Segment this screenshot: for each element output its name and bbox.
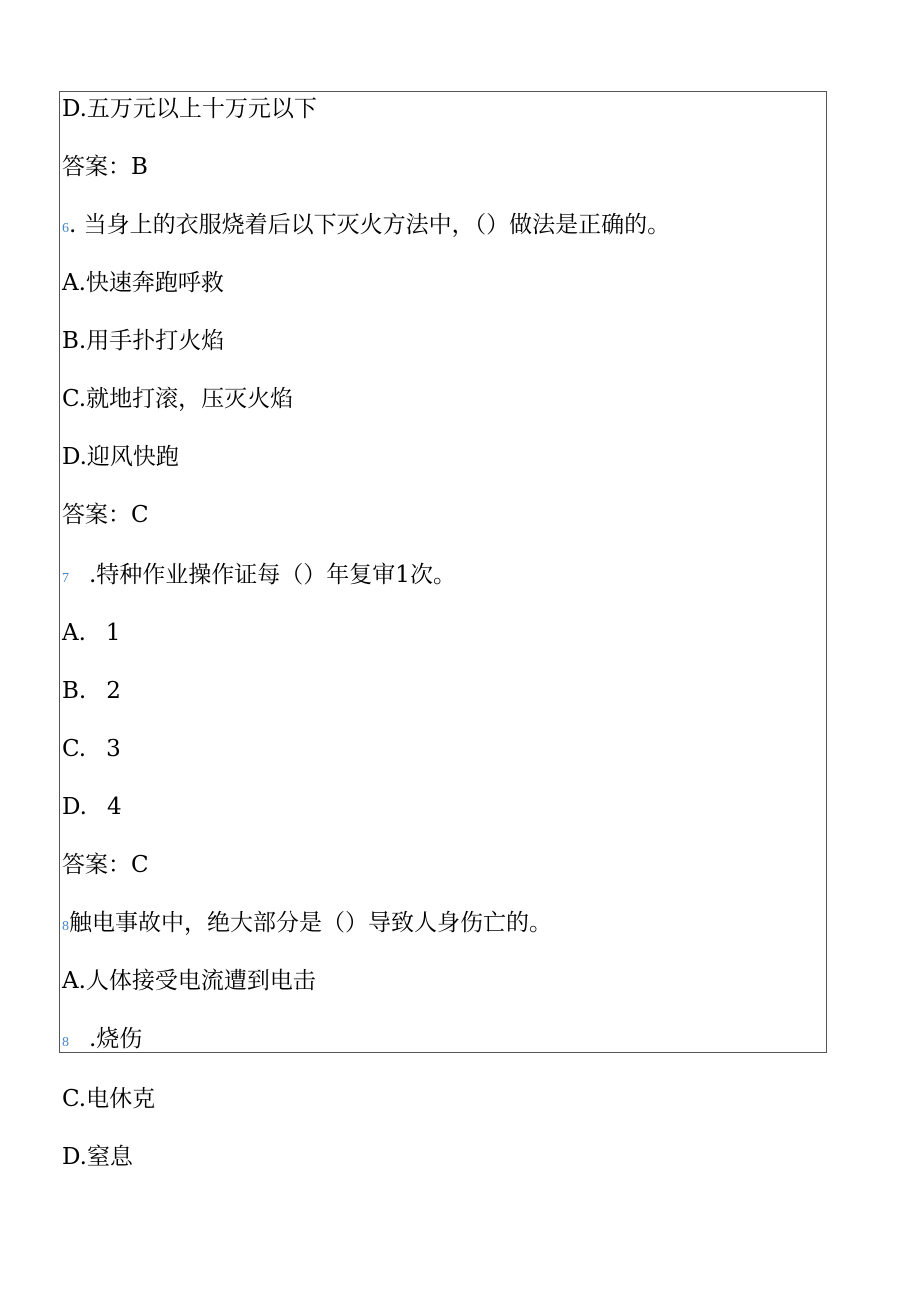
answer-line xyxy=(62,850,149,880)
option-number: 8 xyxy=(62,1035,69,1050)
option-line xyxy=(62,966,316,996)
question-text: . 当身上的衣服烧着后以下灭火方法中，（）做法是正确的。 xyxy=(69,212,671,238)
option-value: 3 xyxy=(106,736,121,762)
option-text: C.电休克 xyxy=(62,1086,156,1112)
option-label: D. xyxy=(62,794,87,820)
option-line xyxy=(62,1024,142,1058)
question-line xyxy=(62,210,670,244)
option-value: 2 xyxy=(106,678,121,704)
option-value: 4 xyxy=(106,794,122,820)
question-number: 8 xyxy=(62,919,69,934)
option-line xyxy=(62,268,224,298)
option-line xyxy=(62,94,317,124)
answer-text: 答案：C xyxy=(62,502,149,528)
question-number: 6 xyxy=(62,221,69,236)
option-text: A.快速奔跑呼救 xyxy=(62,270,224,296)
option-label: A. xyxy=(62,620,86,646)
option-line xyxy=(62,384,293,414)
question-text: 触电事故中，绝大部分是（）导致人身伤亡的。 xyxy=(69,910,552,936)
option-text: A.人体接受电流遭到电击 xyxy=(62,968,316,994)
answer-line xyxy=(62,500,149,530)
option-text: .烧伤 xyxy=(89,1026,143,1052)
option-text: C.就地打滚，压灭火焰 xyxy=(62,386,294,412)
option-text: B.用手扑打火焰 xyxy=(62,328,225,354)
option-line xyxy=(62,734,121,764)
option-line xyxy=(62,792,122,822)
option-text: D.迎风快跑 xyxy=(62,444,179,470)
question-line xyxy=(62,560,456,594)
option-value: 1 xyxy=(105,620,121,646)
option-line xyxy=(62,618,121,648)
option-label: C. xyxy=(62,736,87,762)
answer-line xyxy=(62,152,148,182)
option-line xyxy=(62,326,224,356)
question-line xyxy=(62,908,552,942)
answer-text: 答案：B xyxy=(62,154,148,180)
question-number: 7 xyxy=(62,571,69,586)
option-text: D.窒息 xyxy=(62,1144,133,1170)
option-line xyxy=(62,1142,133,1172)
option-line xyxy=(62,1084,155,1114)
option-label: B. xyxy=(62,678,87,704)
question-text: .特种作业操作证每（）年复审1次。 xyxy=(89,562,456,588)
option-line xyxy=(62,442,179,472)
option-text: D.五万元以上十万元以下 xyxy=(62,96,317,122)
answer-text: 答案：C xyxy=(62,852,149,878)
option-line xyxy=(62,676,121,706)
